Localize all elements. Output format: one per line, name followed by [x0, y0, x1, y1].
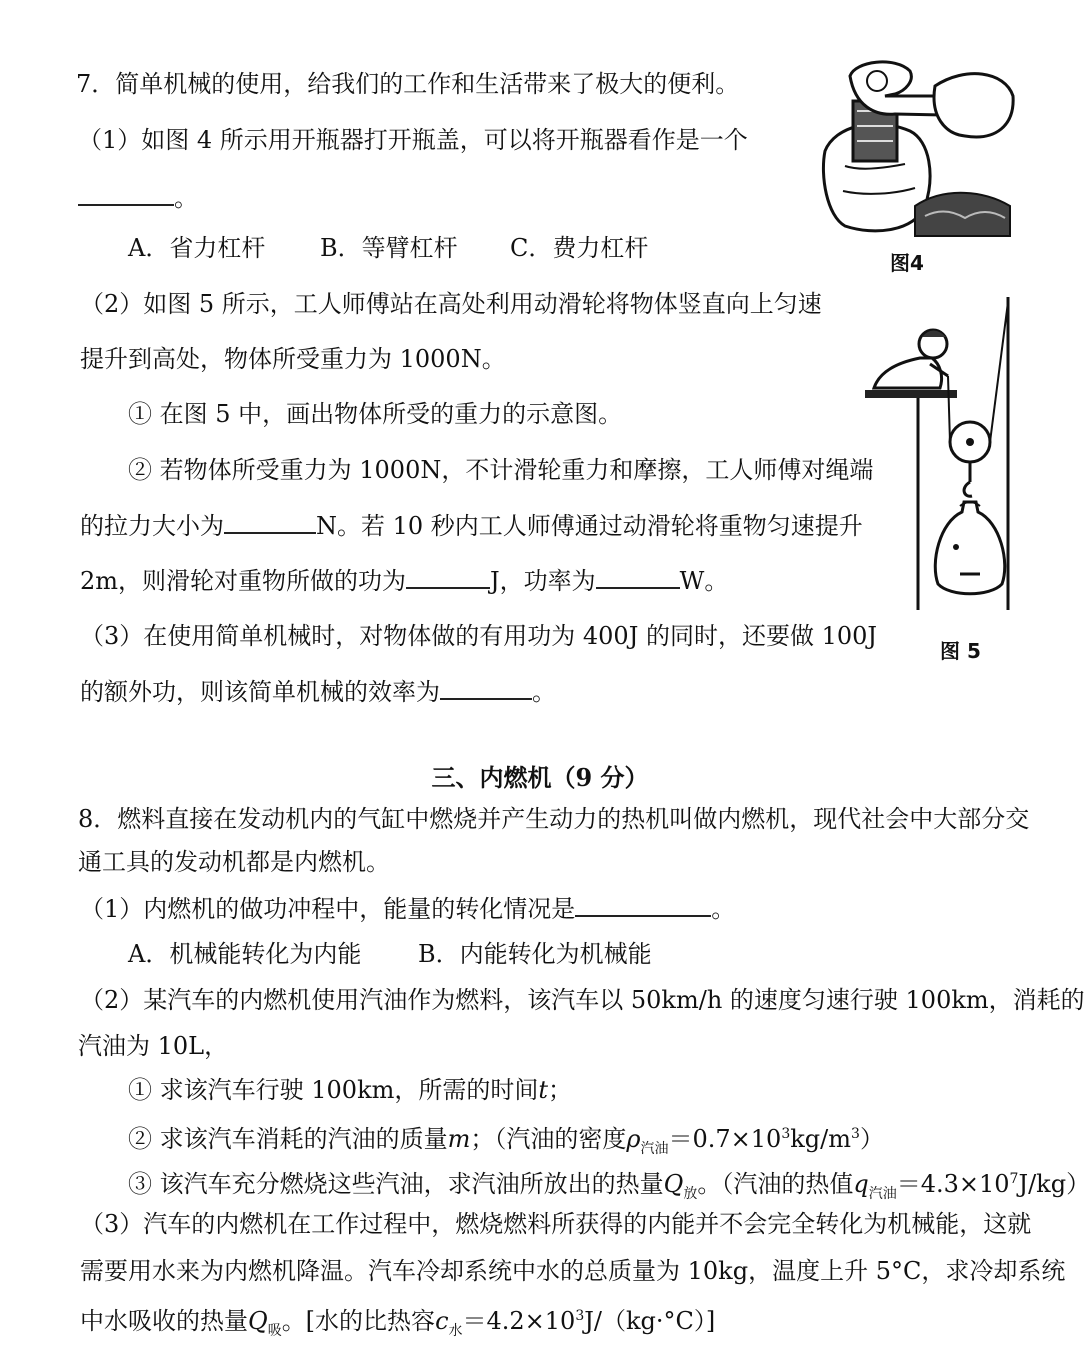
figure-5-pulley: [860, 292, 1030, 617]
q7-part2-item2-line1: ② 若物体所受重力为 1000N，不计滑轮重力和摩擦，工人师傅对绳端: [128, 456, 874, 484]
q7-stem: 7．简单机械的使用，给我们的工作和生活带来了极大的便利。: [76, 70, 740, 98]
q7-part1-answer-line: [78, 182, 198, 214]
q8-item2: ② 求该汽车消耗的汽油的质量m；（汽油的密度$\rho_{汽油}=0.7\times 10^3kg/m^3$）: [128, 1125, 884, 1157]
figure-4-bottle-opener: [815, 56, 1015, 238]
answer-blank[interactable]: [78, 182, 174, 206]
q8-option-a: A．机械能转化为内能: [128, 940, 362, 968]
q7-option-c: C．费力杠杆: [510, 234, 649, 262]
q8-part1-text: （1）内燃机的做功冲程中，能量的转化情况是 。: [80, 895, 736, 923]
q7-part2-item1: ① 在图 5 中，画出物体所受的重力的示意图。: [128, 400, 623, 428]
q8-part3-line2: 需要用水来为内燃机降温。汽车冷却系统中水的总质量为 10kg，温度上升 5°C，求冷却系统: [80, 1257, 1066, 1285]
q7-part3-line1: （3）在使用简单机械时，对物体做的有用功为 400J 的同时，还要做 100J: [80, 622, 878, 650]
q7-part3-line2: 的额外功，则该简单机械的效率为 。: [80, 678, 556, 706]
q8-option-b: B．内能转化为机械能: [418, 940, 652, 968]
q7-part1-period: 。: [174, 184, 198, 212]
answer-blank-work[interactable]: [406, 565, 490, 589]
answer-blank-energy[interactable]: [575, 893, 711, 917]
figure-5-caption: 图 5: [940, 639, 981, 663]
q8-part3-line1: （3）汽车的内燃机在工作过程中，燃烧燃料所获得的内能并不会完全转化为机械能，这就: [80, 1210, 1032, 1238]
q8-stem-line2: 通工具的发动机都是内燃机。: [78, 848, 390, 876]
q8-part3-line3: 中水吸收的热量$Q_吸$。[水的比热容$c_水=4.2\times 10^3J/(kg\cdot^\circ C)$]: [80, 1307, 716, 1339]
q7-part2-item2-line2: 的拉力大小为 N。若 10 秒内工人师傅通过动滑轮将重物匀速提升: [80, 512, 863, 540]
answer-blank-efficiency[interactable]: [440, 676, 532, 700]
figure-4-caption: 图4: [890, 251, 924, 275]
answer-blank-force[interactable]: [224, 510, 316, 534]
q8-part2-line1: （2）某汽车的内燃机使用汽油作为燃料，该汽车以 50km/h 的速度匀速行驶 100km，消耗的: [80, 986, 1085, 1014]
q8-part2-line2: 汽油为 10L，: [78, 1032, 229, 1060]
q8-stem-line1: 8．燃料直接在发动机内的气缸中燃烧并产生动力的热机叫做内燃机，现代社会中大部分交: [78, 805, 1030, 833]
q7-part2-line2: 提升到高处，物体所受重力为 1000N。: [80, 345, 506, 373]
section-3-title: 三、内燃机（9 分）: [431, 763, 649, 792]
q8-item1: ① 求该汽车行驶 100km，所需的时间t；: [128, 1076, 573, 1104]
q7-option-a: A．省力杠杆: [128, 234, 266, 262]
q7-part2-item2-line3: 2m，则滑轮对重物所做的功为 J，功率为 W。: [80, 567, 729, 595]
q7-option-b: B．等臂杠杆: [320, 234, 458, 262]
q7-part1-text: （1）如图 4 所示用开瓶器打开瓶盖，可以将开瓶器看作是一个: [78, 126, 748, 154]
q8-item3: ③ 该汽车充分燃烧这些汽油，求汽油所放出的热量$Q_放$。（汽油的热值$q_{汽油}=4.3\times 10^7J/kg$）: [128, 1170, 1090, 1202]
q7-part2-line1: （2）如图 5 所示，工人师傅站在高处利用动滑轮将物体竖直向上匀速: [80, 290, 822, 318]
answer-blank-power[interactable]: [596, 565, 680, 589]
